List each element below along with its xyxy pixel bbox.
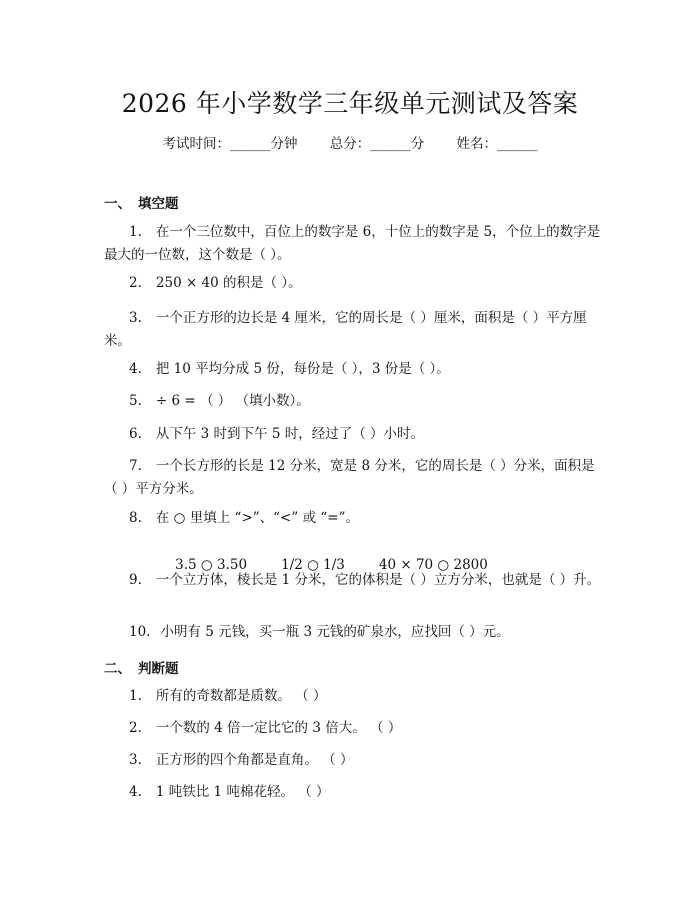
question-text: 在 ○ 里填上 “>”、“<” 或 “=”。 [155,510,359,526]
question-text: ÷ 6 = （ ） （填小数）。 [155,393,310,409]
student-name: 姓名：______ [456,136,538,152]
question-number: 9. [129,572,142,588]
question-text: 所有的奇数都是质数。 （ ） [155,688,327,704]
question-number: 1. [129,224,142,240]
question-number: 4. [129,784,142,800]
question-number: 1. [129,688,142,704]
question-text: 正方形的四个角都是直角。 （ ） [155,752,354,768]
section-label: 填空题 [138,196,179,212]
section-number: 一、 [104,196,131,212]
question-text: 一个长方形的长是 12 分米，宽是 8 分米，它的周长是（ ）分米，面积是（ ）平方分米。 [104,458,595,497]
question-number: 3. [129,310,142,326]
question-text: 在一个三位数中，百位上的数字是 6，十位上的数字是 5，个位上的数字是最大的一位数，这个数是（ ）。 [104,224,601,263]
question-item [104,390,604,413]
question-item [104,781,604,804]
section-label: 判断题 [138,661,179,677]
question-item [104,569,604,592]
question-item [104,507,604,530]
question-text: 一个正方形的边长是 4 厘米，它的周长是（ ）厘米，面积是（ ）平方厘米。 [104,310,587,349]
question-text: 小明有 5 元钱，买一瓶 3 元钱的矿泉水，应找回（ ）元。 [160,624,510,640]
question-number: 7. [129,458,142,474]
question-text: 一个数的 4 倍一定比它的 3 倍大。 （ ） [155,720,402,736]
question-number: 4. [129,361,142,377]
question-number: 10. [129,624,151,640]
comparison-item: 3.5 ○ 3.50 [175,557,248,573]
question-item [104,358,604,381]
question-number: 2. [129,275,142,291]
question-item [104,423,604,446]
question-item [104,221,604,267]
question-number: 6. [129,426,142,442]
exam-meta [0,132,700,152]
question-item [104,455,604,501]
question-item [104,621,604,644]
question-item [104,272,604,295]
question-item [104,685,604,708]
question-number: 3. [129,752,142,768]
question-number: 8. [129,510,142,526]
question-number: 2. [129,720,142,736]
section-number: 二、 [104,661,131,677]
page-title: 2026 年小学数学三年级单元测试及答案 [121,89,579,118]
question-item [104,749,604,772]
total-score: 总分：______分 [329,136,425,152]
section-heading-judge [104,657,179,677]
question-text: 250 × 40 的积是（ ）。 [155,275,302,291]
comparison-item: 1/2 ○ 1/3 [281,557,345,573]
question-text: 把 10 平均分成 5 份，每份是（ ），3 份是（ ）。 [155,361,450,377]
section-heading-fill [104,192,179,212]
comparison-item: 40 × 70 ○ 2800 [378,557,488,573]
question-item [104,717,604,740]
exam-time: 考试时间：______分钟 [162,136,298,152]
question-item [104,307,604,353]
question-text: 一个立方体，棱长是 1 分米，它的体积是（ ）立方分米，也就是（ ）升。 [155,572,601,588]
question-text: 1 吨铁比 1 吨棉花轻。 （ ） [155,784,330,800]
question-number: 5. [129,393,142,409]
question-text: 从下午 3 时到下午 5 时，经过了（ ）小时。 [155,426,425,442]
